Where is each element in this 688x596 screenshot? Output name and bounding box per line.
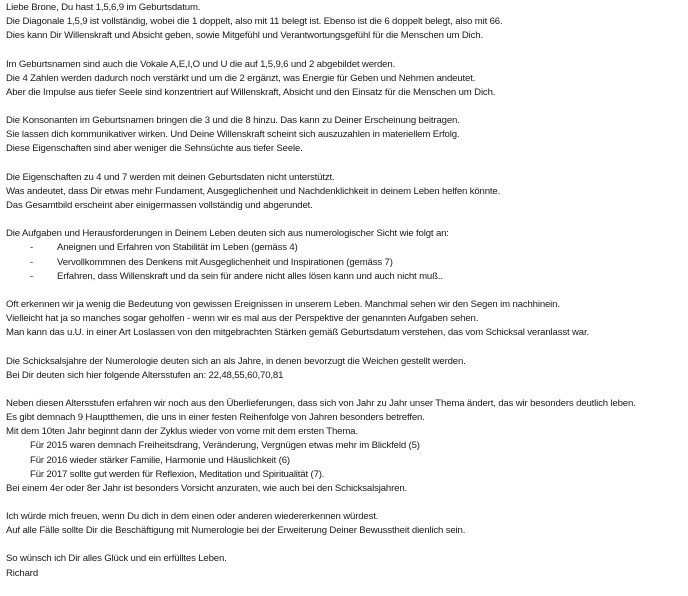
- paragraph-gap: [6, 383, 686, 397]
- text-line: Vielleicht hat ja so manches sogar geholfen - wenn wir es mal aus der Perspektive der genannten Aufgaben sehen.: [6, 313, 479, 325]
- text-line: Oft erkennen wir ja wenig die Bedeutung von gewissen Ereignissen in unserem Leben. Manchmal sehen wir den Segen im nachhinein.: [6, 298, 560, 310]
- text-line: Mit dem 10ten Jahr beginnt dann der Zyklus wieder von vorne mit dem ersten Thema.: [6, 426, 358, 438]
- list-bullet: -: [30, 270, 34, 282]
- text-line: Die 4 Zahlen werden dadurch noch verstärkt und um die 2 ergänzt, was Energie für Geben und Nehmen andeutet.: [6, 72, 476, 84]
- text-line: Die Eigenschaften zu 4 und 7 werden mit deinen Geburtsdaten nicht unterstützt.: [6, 171, 335, 183]
- text-line: Diese Eigenschaften sind aber weniger die Sehnsüchte aus tiefer Seele.: [6, 143, 303, 155]
- text-line: Auf alle Fälle sollte Dir die Beschäftigung mit Numerologie bei der Erweiterung Deiner Bewusstheit dienlich sein.: [6, 525, 466, 537]
- text-line: Sie lassen dich kommunikativer wirken. Und Deine Willenskraft scheint sich auszuzahlen in materiellem Erfolg.: [6, 129, 460, 141]
- text-line: Das Gesamtbild erscheint aber einigermassen vollständig und abgerundet.: [6, 199, 313, 211]
- text-line: Die Konsonanten im Geburtsnamen bringen die 3 und die 8 hinzu. Das kann zu Deiner Erscheinung beitragen.: [6, 115, 460, 127]
- indented-line: Für 2015 waren demnach Freiheitsdrang, Veränderung, Vergnügen etwas mehr im Blickfeld (5): [30, 440, 420, 452]
- list-item: [6, 256, 686, 270]
- text-line: Die Schicksalsjahre der Numerologie deuten sich an als Jahre, in denen bevorzugt die Weichen gestellt werden.: [6, 355, 466, 367]
- text-line: Was andeutet, dass Dir etwas mehr Fundament, Ausgeglichenheit und Nachdenklichkeit in deinem Leben helfen könnte.: [6, 185, 501, 197]
- paragraph-gap: [6, 340, 686, 354]
- text-line: Bei einem 4er oder 8er Jahr ist besonders Vorsicht anzuraten, wie auch bei den Schicksalsjahren.: [6, 482, 408, 494]
- paragraph-gap: [6, 284, 686, 298]
- text-line: Neben diesen Altersstufen erfahren wir noch aus den Überlieferungen, dass sich von Jahr zu Jahr unser Thema ändert, das wir besonders deutlich leben.: [6, 397, 636, 409]
- text-line: Die Diagonale 1,5,9 ist vollständig, wobei die 1 doppelt, also mit 11 belegt ist. Ebenso ist die 6 doppelt belegt, also mit 66.: [6, 16, 503, 28]
- paragraph-gap: [6, 213, 686, 227]
- paragraph-gap: [6, 496, 686, 510]
- text-line: Aber die Impulse aus tiefer Seele sind konzentriert auf Willenskraft, Absicht und den Einsatz für die Menschen um Dich.: [6, 86, 496, 98]
- list-item: [6, 270, 686, 284]
- list-item: [6, 241, 686, 255]
- text-line: Bei Dir deuten sich hier folgende Altersstufen an: 22,48,55,60,70,81: [6, 369, 284, 381]
- text-line: Es gibt demnach 9 Hauptthemen, die uns in einer festen Reihenfolge von Jahren besonders betreffen.: [6, 412, 425, 424]
- paragraph-gap: [6, 43, 686, 57]
- paragraph-gap: [6, 157, 686, 171]
- text-line: Im Geburtsnamen sind auch die Vokale A,E,I,O und U die auf 1,5,9,6 und 2 abgebildet werden.: [6, 58, 396, 70]
- list-bullet: -: [30, 242, 34, 254]
- indented-line: Für 2016 wieder stärker Familie, Harmonie und Häuslichkeit (6): [30, 454, 290, 466]
- text-line: Dies kann Dir Willenskraft und Absicht geben, sowie Mitgefühl und Verantwortungsgefühl für die Menschen um Dich.: [6, 30, 484, 42]
- text-line: Man kann das u.U. in einer Art Loslassen von den mitgebrachten Stärken gemäß Geburtsdatum verstehen, das vom Schicksal veranlasst war.: [6, 327, 590, 339]
- letter-document: [6, 1, 686, 581]
- text-line: Liebe Brone, Du hast 1,5,6,9 im Geburtsdatum.: [6, 2, 201, 13]
- paragraph-gap: [6, 538, 686, 552]
- text-line: Ich würde mich freuen, wenn Du dich in dem einen oder anderen wiedererkennen würdest.: [6, 511, 379, 523]
- list-item-text: Erfahren, dass Willenskraft und da sein für andere nicht alles lösen kann und auch nicht muß..: [57, 270, 443, 282]
- text-line: Richard: [6, 567, 39, 579]
- list-bullet: -: [30, 256, 34, 268]
- paragraph-gap: [6, 100, 686, 114]
- list-item-text: Vervollkommnen des Denkens mit Ausgeglichenheit und Inspirationen (gemäss 7): [57, 256, 393, 268]
- list-item-text: Aneignen und Erfahren von Stabilität im Leben (gemäss 4): [57, 242, 298, 254]
- indented-line: Für 2017 sollte gut werden für Reflexion, Meditation und Spiritualität (7).: [30, 468, 325, 480]
- list-intro: Die Aufgaben und Herausforderungen in Deinem Leben deuten sich aus numerologischer Sicht wie folgt an:: [6, 228, 449, 240]
- text-line: So wünsch ich Dir alles Glück und ein erfülltes Leben.: [6, 553, 227, 565]
